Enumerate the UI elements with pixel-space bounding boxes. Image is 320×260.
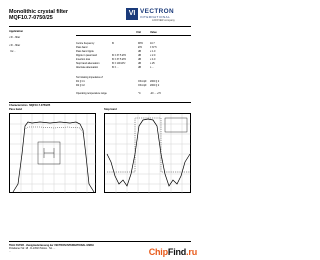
- pass-band-plot: [9, 113, 96, 193]
- logo-company: A DOVER company: [152, 19, 175, 22]
- section-divider: [9, 102, 191, 103]
- logo-name: VECTRON: [140, 8, 175, 15]
- col-value-header: Value: [150, 31, 157, 34]
- footer: [9, 244, 159, 253]
- vectron-logo: [126, 8, 190, 24]
- pass-band-curve: [13, 122, 94, 192]
- part-number: MQF10.7-0750/25: [9, 15, 53, 21]
- stop-band-title: Stop band: [104, 108, 117, 111]
- logo-mark: VI: [126, 8, 138, 20]
- footer-address: Potsdamer Str. 18 · D-14513 Teltow · Tel. ...: [9, 247, 56, 250]
- datasheet-page: Monolithic crystal filter MQF10.7-0750/25 VI VECTRON INTERNATIONAL A DOVER company Application • IF - filter • IF - filter for... Unit Value Centre frequency f0 MHz 10.7 Pass band kHz ± 37.5 Pass band ripple dB ≤ 1.0 Ripple in pass band f0 ± 37.5 kHz dB ≤ 2.0 Insertion loss f0 ± 37.5 kHz dB ≤ 4.0 Stop band attenuation f0 ± 100 kHz dB ≥ 25 Alternate attenuation f0 ± ... dB ≥ ... Terminating impedance Z R1 || C1 Ohm/pF 2000 || 2 R2 || C2 Ohm/pF 2000 || 2 Operating temperature range °C -20 ... +70 Characteristics MQF10.7-0750/25 Pass band Stop band TELE FILTER - Zweigniederlassung der VECTRON INTERNATIONAL GMBH Potsdamer Str. 18 · D-14513 Teltow · Tel. ... ... ChipFind.ru: [0, 0, 200, 260]
- stop-band-svg: [105, 114, 192, 194]
- pass-band-title: Pass band: [9, 108, 22, 111]
- page-title: Monolithic crystal filter: [9, 9, 69, 15]
- footer-company: TELE FILTER - Zweigniederlassung der VECTRON INTERNATIONAL GMBH: [9, 244, 94, 247]
- header-divider: [9, 26, 191, 27]
- chipfind-watermark[interactable]: ChipFind.ru: [148, 247, 197, 257]
- pass-band-svg: [10, 114, 97, 194]
- application-bullet-2: • IF - filter: [9, 44, 21, 47]
- application-heading: Application: [9, 30, 24, 33]
- footer-divider: [9, 241, 191, 242]
- characteristics-heading: Characteristics MQF10.7-0750/25: [9, 104, 51, 107]
- footer-contact: ...: [9, 250, 11, 253]
- stop-band-curve: [107, 119, 190, 186]
- application-bullet-1: • IF - filter: [9, 36, 21, 39]
- application-bullet-3: for...: [10, 50, 16, 53]
- stop-band-plot: [104, 113, 191, 193]
- table-header-divider: [76, 35, 191, 36]
- col-unit-header: Unit: [136, 31, 142, 34]
- logo-sub: INTERNATIONAL: [140, 15, 171, 19]
